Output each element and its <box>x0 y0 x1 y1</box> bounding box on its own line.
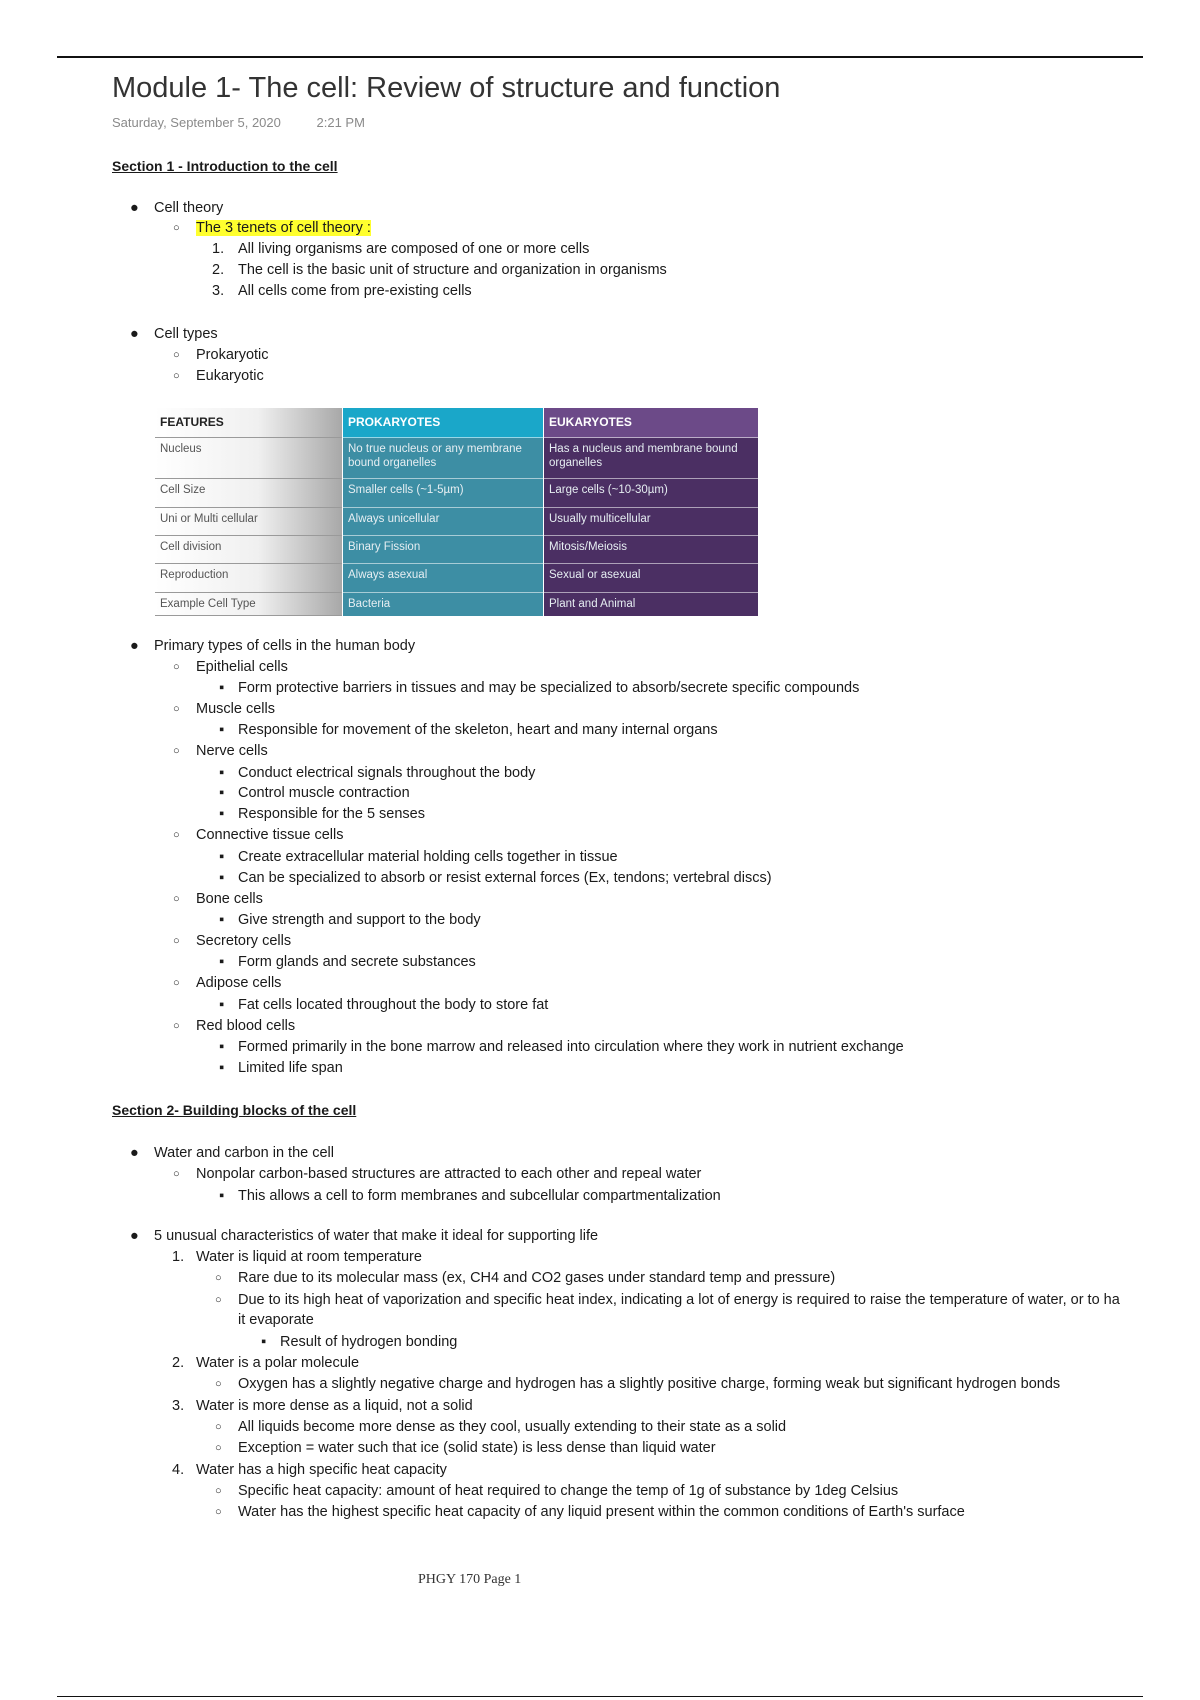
list-number: 2. <box>172 1355 185 1371</box>
circle-bullet-icon: ○ <box>173 977 180 989</box>
table-cell: No true nucleus or any membrane bound organelles <box>343 438 543 479</box>
circle-bullet-icon: ○ <box>215 1442 222 1454</box>
list-item: All liquids become more dense as they cool, usually extending to their state as a solid <box>238 1419 787 1435</box>
square-bullet-icon: ▪ <box>219 1060 225 1076</box>
circle-bullet-icon: ○ <box>215 1506 222 1518</box>
list-item: Eukaryotic <box>196 368 264 384</box>
table-cell: Has a nucleus and membrane bound organelles <box>544 438 758 479</box>
table-header: FEATURES <box>155 408 342 438</box>
list-number: 1. <box>212 241 225 257</box>
circle-bullet-icon: ○ <box>173 1168 180 1180</box>
page-footer: PHGY 170 Page 1 <box>418 1572 522 1587</box>
square-bullet-icon: ▪ <box>219 1039 225 1055</box>
table-cell: Bacteria <box>348 598 391 610</box>
list-item: Result of hydrogen bonding <box>280 1334 458 1350</box>
eukaryotes-column <box>544 408 758 616</box>
list-item: Limited life span <box>238 1060 343 1076</box>
circle-bullet-icon: ○ <box>173 893 180 905</box>
list-item: The cell is the basic unit of structure and organization in organisms <box>238 262 667 278</box>
list-item: 5 unusual characteristics of water that make it ideal for supporting life <box>154 1228 599 1244</box>
list-number: 1. <box>172 1249 185 1265</box>
circle-bullet-icon: ○ <box>173 370 180 382</box>
list-item: Formed primarily in the bone marrow and released into circulation where they work in nutrient exchange <box>238 1039 904 1055</box>
circle-bullet-icon: ○ <box>173 829 180 841</box>
table-cell: Reproduction <box>155 564 342 593</box>
highlighted-text: The 3 tenets of cell theory : <box>196 220 371 236</box>
list-item: All living organisms are composed of one or more cells <box>238 241 590 257</box>
bottom-rule <box>57 1696 1143 1697</box>
list-item: Can be specialized to absorb or resist external forces (Ex, tendons; vertebral discs) <box>238 870 772 886</box>
list-item <box>196 218 371 238</box>
circle-bullet-icon: ○ <box>215 1378 222 1390</box>
list-item: Primary types of cells in the human body <box>154 638 416 654</box>
square-bullet-icon: ▪ <box>219 806 225 822</box>
table-cell: Plant and Animal <box>549 598 636 610</box>
page-time: 2:21 PM <box>316 115 365 130</box>
circle-bullet-icon: ○ <box>173 349 180 361</box>
square-bullet-icon: ▪ <box>219 954 225 970</box>
list-item: Red blood cells <box>196 1018 296 1034</box>
list-item: Responsible for movement of the skeleton, heart and many internal organs <box>238 722 718 738</box>
square-bullet-icon: ▪ <box>219 765 225 781</box>
square-bullet-icon: ▪ <box>219 722 225 738</box>
list-item: Epithelial cells <box>196 659 288 675</box>
circle-bullet-icon: ○ <box>215 1272 222 1284</box>
list-number: 4. <box>172 1462 185 1478</box>
square-bullet-icon: ▪ <box>219 997 225 1013</box>
table-cell: Example Cell Type <box>155 593 342 616</box>
list-number: 2. <box>212 262 225 278</box>
table-cell: Usually multicellular <box>544 508 758 536</box>
square-bullet-icon: ▪ <box>261 1334 267 1350</box>
square-bullet-icon: ▪ <box>219 680 225 696</box>
table-cell: Always unicellular <box>343 508 543 536</box>
table-cell: Cell Size <box>155 479 342 508</box>
table-cell: Sexual or asexual <box>544 564 758 593</box>
section-2-heading: Section 2- Building blocks of the cell <box>112 1102 357 1118</box>
list-item: Due to its high heat of vaporization and specific heat index, indicating a lot of energy is required to raise the temperature of water, or to ha <box>238 1292 1120 1308</box>
square-bullet-icon: ▪ <box>219 1188 225 1204</box>
page-title: Module 1- The cell: Review of structure and function <box>112 72 781 104</box>
list-item: All cells come from pre-existing cells <box>238 283 472 299</box>
bullet-icon: ● <box>130 200 139 216</box>
list-item: Create extracellular material holding cells together in tissue <box>238 849 618 865</box>
table-cell: Always asexual <box>343 564 543 593</box>
list-item: Water has the highest specific heat capacity of any liquid present within the common conditions of Earth's surface <box>238 1504 965 1520</box>
cell-comparison-table <box>155 408 758 616</box>
circle-bullet-icon: ○ <box>173 222 180 234</box>
list-item: Responsible for the 5 senses <box>238 806 425 822</box>
top-rule <box>57 56 1143 58</box>
list-item: Control muscle contraction <box>238 785 410 801</box>
list-number: 3. <box>212 283 225 299</box>
list-item-continuation: it evaporate <box>238 1312 314 1328</box>
list-item: Form glands and secrete substances <box>238 954 476 970</box>
bullet-icon: ● <box>130 1228 139 1244</box>
table-header: PROKARYOTES <box>343 408 543 438</box>
circle-bullet-icon: ○ <box>173 745 180 757</box>
list-item: Conduct electrical signals throughout the body <box>238 765 536 781</box>
list-item: Water has a high specific heat capacity <box>196 1462 447 1478</box>
list-item: Water is more dense as a liquid, not a solid <box>196 1398 473 1414</box>
circle-bullet-icon: ○ <box>173 935 180 947</box>
list-item: Nonpolar carbon-based structures are attracted to each other and repeal water <box>196 1166 702 1182</box>
list-item: Give strength and support to the body <box>238 912 481 928</box>
list-item: Cell theory <box>154 200 224 216</box>
list-item: Form protective barriers in tissues and may be specialized to absorb/secrete specific compounds <box>238 680 860 696</box>
circle-bullet-icon: ○ <box>173 1020 180 1032</box>
list-item: Rare due to its molecular mass (ex, CH4 and CO2 gases under standard temp and pressure) <box>238 1270 836 1286</box>
prokaryotes-column <box>343 408 543 616</box>
list-number: 3. <box>172 1398 185 1414</box>
list-item: Nerve cells <box>196 743 268 759</box>
list-item: Water and carbon in the cell <box>154 1145 335 1161</box>
circle-bullet-icon: ○ <box>215 1421 222 1433</box>
square-bullet-icon: ▪ <box>219 785 225 801</box>
list-item: Muscle cells <box>196 701 275 717</box>
list-item: Oxygen has a slightly negative charge and hydrogen has a slightly positive charge, forming weak but significant hydrogen bonds <box>238 1376 1061 1392</box>
list-item: Water is a polar molecule <box>196 1355 360 1371</box>
list-item: Bone cells <box>196 891 263 907</box>
list-item: Adipose cells <box>196 975 282 991</box>
bullet-icon: ● <box>130 326 139 342</box>
list-item: Fat cells located throughout the body to store fat <box>238 997 549 1013</box>
page-date: Saturday, September 5, 2020 <box>112 115 281 130</box>
circle-bullet-icon: ○ <box>215 1294 222 1306</box>
table-cell: Smaller cells (~1-5µm) <box>343 479 543 508</box>
square-bullet-icon: ▪ <box>219 849 225 865</box>
features-column <box>155 408 342 616</box>
bullet-icon: ● <box>130 1145 139 1161</box>
list-item: Cell types <box>154 326 218 342</box>
table-cell: Uni or Multi cellular <box>155 508 342 536</box>
table-cell: Nucleus <box>155 438 342 479</box>
table-cell: Large cells (~10-30µm) <box>544 479 758 508</box>
table-header: EUKARYOTES <box>544 408 758 438</box>
circle-bullet-icon: ○ <box>173 703 180 715</box>
square-bullet-icon: ▪ <box>219 870 225 886</box>
page-metadata <box>112 115 397 130</box>
circle-bullet-icon: ○ <box>215 1485 222 1497</box>
table-cell: Cell division <box>155 536 342 564</box>
list-item: Connective tissue cells <box>196 827 344 843</box>
square-bullet-icon: ▪ <box>219 912 225 928</box>
list-item: Secretory cells <box>196 933 292 949</box>
table-cell: Mitosis/Meiosis <box>544 536 758 564</box>
table-cell: Binary Fission <box>343 536 543 564</box>
list-item: Water is liquid at room temperature <box>196 1249 422 1265</box>
list-item: Prokaryotic <box>196 347 269 363</box>
bullet-icon: ● <box>130 638 139 654</box>
section-1-heading: Section 1 - Introduction to the cell <box>112 158 338 174</box>
list-item: Specific heat capacity: amount of heat required to change the temp of 1g of substance by 1deg Celsius <box>238 1483 899 1499</box>
list-item: Exception = water such that ice (solid state) is less dense than liquid water <box>238 1440 716 1456</box>
circle-bullet-icon: ○ <box>173 661 180 673</box>
list-item: This allows a cell to form membranes and subcellular compartmentalization <box>238 1188 721 1204</box>
